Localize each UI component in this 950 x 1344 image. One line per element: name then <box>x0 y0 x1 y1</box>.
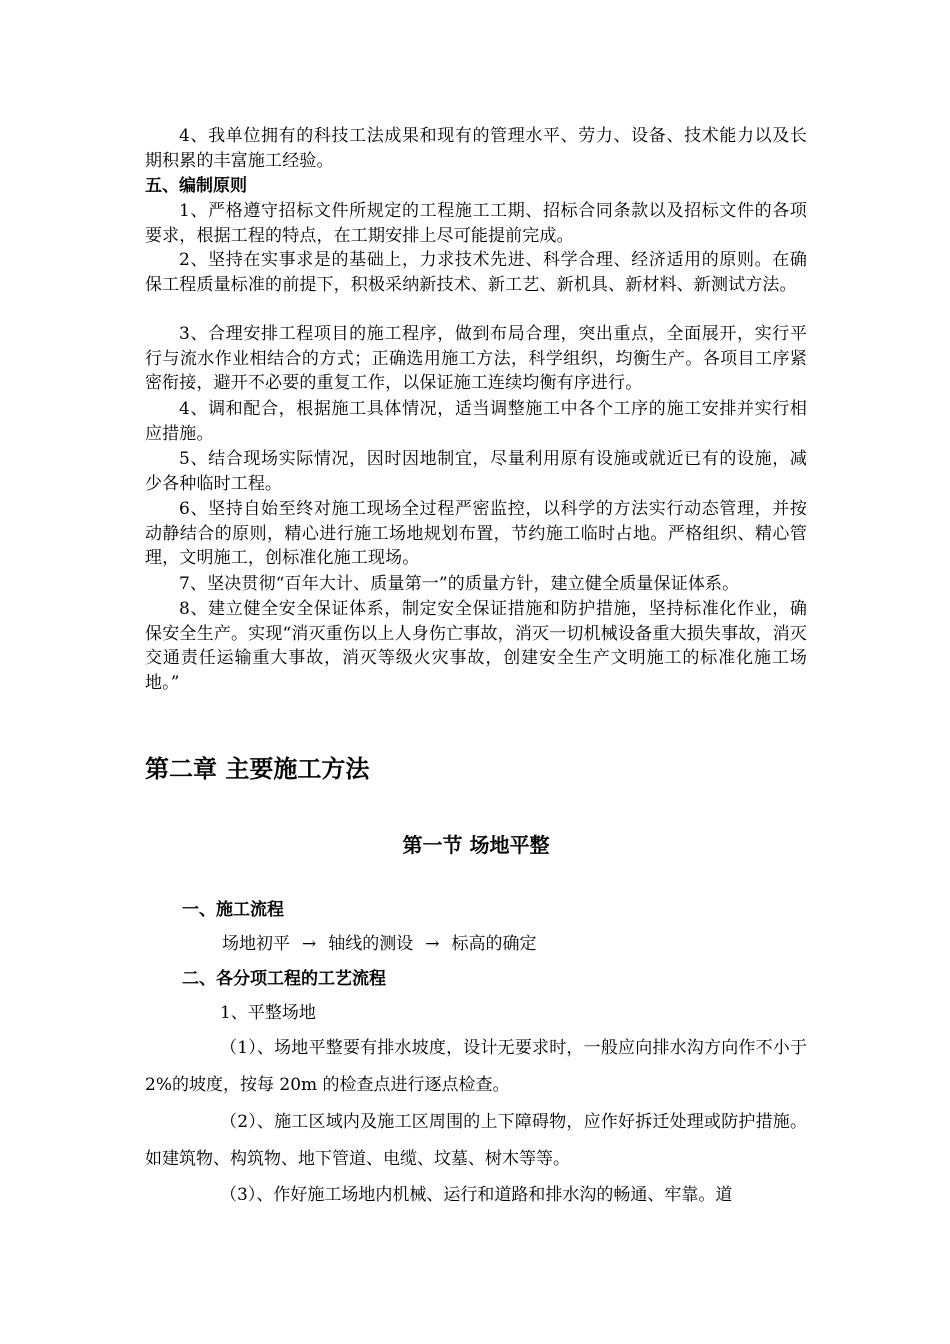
paragraph-intro-4: 4、我单位拥有的科技工法成果和现有的管理水平、劳力、设备、技术能力以及长期积累的丰富施工经验。 <box>145 126 807 171</box>
principle-5: 5、结合现场实际情况，因时因地制宜，尽量利用原有设施或就近已有的设施，减少各种临时工程。 <box>145 449 807 494</box>
subheading-process-flow: 二、各分项工程的工艺流程 <box>182 969 386 989</box>
detail-1: （1）、场地平整要有排水坡度，设计无要求时，一般应向排水沟方向作不小于 2%的坡度，按每 20m 的检查点进行逐点检查。 <box>145 1038 807 1095</box>
construction-flow <box>220 931 539 957</box>
principle-2: 2、坚持在实事求是的基础上，力求技术先进、科学合理、经济适用的原则。在确保工程质量标准的前提下，积极采纳新技术、新工艺、新机具、新材料、新测试方法。 <box>145 250 807 295</box>
item-site-leveling: 1、平整场地 <box>220 1003 316 1023</box>
principle-6: 6、坚持自始至终对施工现场全过程严密监控，以科学的方法实行动态管理，并按动静结合的原则，精心进行施工场地规划布置，节约施工临时占地。严格组织、精心管理，文明施工，创标准化施工现场。 <box>145 499 807 569</box>
arrow-right-icon: → <box>425 934 440 954</box>
principle-7: 7、坚决贯彻“百年大计、质量第一”的质量方针，建立健全质量保证体系。 <box>179 574 740 594</box>
detail-2: （2）、施工区域内及施工区周围的上下障碍物，应作好拆迁处理或防护措施。如建筑物、构筑物、地下管道、电缆、坟墓、树木等等。 <box>145 1112 807 1169</box>
principle-8: 8、建立健全安全保证体系，制定安全保证措施和防护措施，坚持标准化作业，确保安全生产。实现“消灭重伤以上人身伤亡事故，消灭一切机械设备重大损失事故，消灭交通责任运输重大事故，消灭等级火灾事故，创建安全生产文明施工的标准化施工场地。” <box>145 599 807 693</box>
flow-step-3: 标高的确定 <box>451 934 537 954</box>
chapter-title: 第二章 主要施工方法 <box>145 755 370 783</box>
arrow-right-icon: → <box>302 934 317 954</box>
principle-1: 1、严格遵守招标文件所规定的工程施工工期、招标合同条款以及招标文件的各项要求，根据工程的特点，在工期安排上尽可能提前完成。 <box>145 201 807 246</box>
detail-3: （3）、作好施工场地内机械、运行和道路和排水沟的畅通、牢靠。道 <box>220 1185 733 1205</box>
principle-4: 4、调和配合，根据施工具体情况，适当调整施工中各个工序的施工安排并实行相应措施。 <box>145 399 807 444</box>
flow-step-2: 轴线的测设 <box>328 934 414 954</box>
principle-3: 3、合理安排工程项目的施工程序，做到布局合理，突出重点，全面展开，实行平行与流水作业相结合的方式；正确选用施工方法，科学组织，均衡生产。各项目工序紧密衔接，避开不必要的重复工作，以保证施工连续均衡有序进行。 <box>145 324 807 394</box>
subheading-construction-flow: 一、施工流程 <box>182 900 284 920</box>
heading-compile-principles: 五、编制原则 <box>145 176 247 196</box>
flow-step-1: 场地初平 <box>222 934 290 954</box>
section-title: 第一节 场地平整 <box>402 833 550 857</box>
